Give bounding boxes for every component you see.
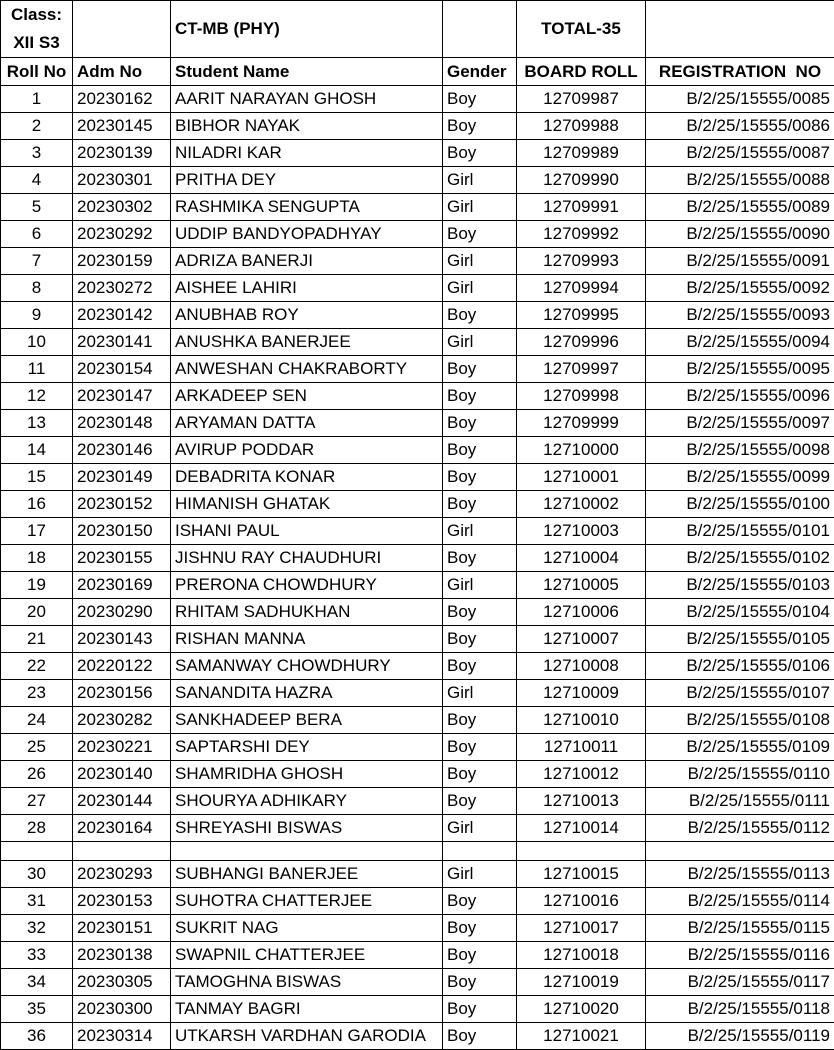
adm-no-cell: 20230221 bbox=[73, 734, 171, 761]
table-row bbox=[1, 464, 834, 491]
adm-no-cell: 20230159 bbox=[73, 248, 171, 275]
board-roll-cell: 12710001 bbox=[517, 464, 646, 491]
header-adm-no: Adm No bbox=[73, 58, 171, 86]
roll-no-cell: 11 bbox=[1, 356, 73, 383]
registration-no-cell: B/2/25/15555/0091 bbox=[646, 248, 834, 275]
student-name-cell: SHOURYA ADHIKARY bbox=[171, 788, 443, 815]
adm-no-cell: 20230139 bbox=[73, 140, 171, 167]
roll-no-cell: 3 bbox=[1, 140, 73, 167]
registration-no-cell: B/2/25/15555/0102 bbox=[646, 545, 834, 572]
board-roll-cell: 12709998 bbox=[517, 383, 646, 410]
student-name-cell: NILADRI KAR bbox=[171, 140, 443, 167]
registration-no-cell: B/2/25/15555/0090 bbox=[646, 221, 834, 248]
registration-no-cell: B/2/25/15555/0098 bbox=[646, 437, 834, 464]
roll-no-cell: 15 bbox=[1, 464, 73, 491]
adm-no-cell: 20230141 bbox=[73, 329, 171, 356]
table-row bbox=[1, 545, 834, 572]
roll-no-cell: 14 bbox=[1, 437, 73, 464]
adm-no-cell: 20230140 bbox=[73, 761, 171, 788]
board-roll-cell: 12710014 bbox=[517, 815, 646, 842]
board-roll-cell: 12709992 bbox=[517, 221, 646, 248]
gender-cell bbox=[443, 842, 517, 861]
table-row bbox=[1, 572, 834, 599]
empty-cell bbox=[646, 1, 834, 58]
table-row bbox=[1, 383, 834, 410]
board-roll-cell: 12710005 bbox=[517, 572, 646, 599]
gender-cell: Boy bbox=[443, 140, 517, 167]
gender-cell: Boy bbox=[443, 626, 517, 653]
roll-no-cell: 25 bbox=[1, 734, 73, 761]
registration-no-cell: B/2/25/15555/0097 bbox=[646, 410, 834, 437]
header-registration-no: REGISTRATION NO bbox=[646, 58, 834, 86]
roll-no-cell: 30 bbox=[1, 861, 73, 888]
roll-no-cell: 23 bbox=[1, 680, 73, 707]
board-roll-cell: 12710000 bbox=[517, 437, 646, 464]
header-roll-no: Roll No bbox=[1, 58, 73, 86]
registration-no-cell: B/2/25/15555/0112 bbox=[646, 815, 834, 842]
student-name-cell: SWAPNIL CHATTERJEE bbox=[171, 942, 443, 969]
roll-no-cell: 5 bbox=[1, 194, 73, 221]
adm-no-cell: 20230143 bbox=[73, 626, 171, 653]
gender-cell: Boy bbox=[443, 1023, 517, 1050]
board-roll-cell: 12709989 bbox=[517, 140, 646, 167]
student-name-cell bbox=[171, 842, 443, 861]
total-cell: TOTAL-35 bbox=[517, 1, 646, 58]
table-row bbox=[1, 194, 834, 221]
student-name-cell: SHREYASHI BISWAS bbox=[171, 815, 443, 842]
board-roll-cell: 12710003 bbox=[517, 518, 646, 545]
table-row bbox=[1, 599, 834, 626]
adm-no-cell: 20230152 bbox=[73, 491, 171, 518]
roll-no-cell: 20 bbox=[1, 599, 73, 626]
student-name-cell: PRERONA CHOWDHURY bbox=[171, 572, 443, 599]
table-row bbox=[1, 329, 834, 356]
table-row bbox=[1, 969, 834, 996]
board-roll-cell: 12709991 bbox=[517, 194, 646, 221]
gender-cell: Boy bbox=[443, 356, 517, 383]
registration-no-cell: B/2/25/15555/0116 bbox=[646, 942, 834, 969]
roll-no-cell: 24 bbox=[1, 707, 73, 734]
gender-cell: Boy bbox=[443, 969, 517, 996]
gender-cell: Girl bbox=[443, 861, 517, 888]
student-name-cell: SUBHANGI BANERJEE bbox=[171, 861, 443, 888]
registration-no-cell: B/2/25/15555/0104 bbox=[646, 599, 834, 626]
adm-no-cell: 20230148 bbox=[73, 410, 171, 437]
column-header-row bbox=[1, 58, 834, 86]
adm-no-cell: 20230290 bbox=[73, 599, 171, 626]
roll-no-cell: 27 bbox=[1, 788, 73, 815]
table-row bbox=[1, 86, 834, 113]
adm-no-cell: 20230282 bbox=[73, 707, 171, 734]
gender-cell: Girl bbox=[443, 680, 517, 707]
empty-cell bbox=[73, 1, 171, 58]
gender-cell: Girl bbox=[443, 248, 517, 275]
roll-no-cell: 31 bbox=[1, 888, 73, 915]
board-roll-cell: 12710020 bbox=[517, 996, 646, 1023]
table-row bbox=[1, 734, 834, 761]
adm-no-cell: 20230145 bbox=[73, 113, 171, 140]
student-name-cell: PRITHA DEY bbox=[171, 167, 443, 194]
board-roll-cell: 12710006 bbox=[517, 599, 646, 626]
registration-no-cell: B/2/25/15555/0111 bbox=[646, 788, 834, 815]
table-row bbox=[1, 888, 834, 915]
board-roll-cell: 12710015 bbox=[517, 861, 646, 888]
table-row bbox=[1, 915, 834, 942]
registration-no-cell: B/2/25/15555/0117 bbox=[646, 969, 834, 996]
table-row bbox=[1, 302, 834, 329]
registration-no-cell: B/2/25/15555/0086 bbox=[646, 113, 834, 140]
roll-no-cell: 21 bbox=[1, 626, 73, 653]
student-name-cell: SANANDITA HAZRA bbox=[171, 680, 443, 707]
roll-no-cell: 22 bbox=[1, 653, 73, 680]
table-row bbox=[1, 140, 834, 167]
student-name-cell: AVIRUP PODDAR bbox=[171, 437, 443, 464]
student-name-cell: JISHNU RAY CHAUDHURI bbox=[171, 545, 443, 572]
registration-no-cell: B/2/25/15555/0118 bbox=[646, 996, 834, 1023]
student-name-cell: ISHANI PAUL bbox=[171, 518, 443, 545]
registration-no-cell: B/2/25/15555/0113 bbox=[646, 861, 834, 888]
registration-no-cell: B/2/25/15555/0092 bbox=[646, 275, 834, 302]
registration-no-cell: B/2/25/15555/0100 bbox=[646, 491, 834, 518]
student-name-cell: SUKRIT NAG bbox=[171, 915, 443, 942]
table-row bbox=[1, 491, 834, 518]
gender-cell: Boy bbox=[443, 788, 517, 815]
roll-no-cell: 36 bbox=[1, 1023, 73, 1050]
gender-cell: Boy bbox=[443, 437, 517, 464]
board-roll-cell: 12709988 bbox=[517, 113, 646, 140]
gender-cell: Boy bbox=[443, 86, 517, 113]
adm-no-cell: 20230142 bbox=[73, 302, 171, 329]
class-value: XII S3 bbox=[13, 33, 60, 52]
roll-no-cell: 34 bbox=[1, 969, 73, 996]
table-row bbox=[1, 626, 834, 653]
student-name-cell: SAMANWAY CHOWDHURY bbox=[171, 653, 443, 680]
adm-no-cell: 20230155 bbox=[73, 545, 171, 572]
roll-no-cell: 9 bbox=[1, 302, 73, 329]
gender-cell: Girl bbox=[443, 815, 517, 842]
registration-no-cell: B/2/25/15555/0105 bbox=[646, 626, 834, 653]
board-roll-cell: 12710007 bbox=[517, 626, 646, 653]
table-row bbox=[1, 788, 834, 815]
board-roll-cell: 12710019 bbox=[517, 969, 646, 996]
student-name-cell: ADRIZA BANERJI bbox=[171, 248, 443, 275]
board-roll-cell: 12709997 bbox=[517, 356, 646, 383]
adm-no-cell: 20230164 bbox=[73, 815, 171, 842]
roll-no-cell: 13 bbox=[1, 410, 73, 437]
registration-no-cell: B/2/25/15555/0089 bbox=[646, 194, 834, 221]
student-name-cell: DEBADRITA KONAR bbox=[171, 464, 443, 491]
gender-cell: Boy bbox=[443, 707, 517, 734]
board-roll-cell: 12710013 bbox=[517, 788, 646, 815]
board-roll-cell: 12709994 bbox=[517, 275, 646, 302]
student-name-cell: AISHEE LAHIRI bbox=[171, 275, 443, 302]
subject-cell: CT-MB (PHY) bbox=[171, 1, 443, 58]
registration-no-cell: B/2/25/15555/0110 bbox=[646, 761, 834, 788]
header-gender: Gender bbox=[443, 58, 517, 86]
empty-cell bbox=[443, 1, 517, 58]
adm-no-cell: 20230314 bbox=[73, 1023, 171, 1050]
board-roll-cell: 12710009 bbox=[517, 680, 646, 707]
adm-no-cell: 20230147 bbox=[73, 383, 171, 410]
gender-cell: Boy bbox=[443, 410, 517, 437]
table-row bbox=[1, 942, 834, 969]
roll-no-cell: 28 bbox=[1, 815, 73, 842]
roll-no-cell: 6 bbox=[1, 221, 73, 248]
gender-cell: Boy bbox=[443, 599, 517, 626]
student-name-cell: ANUBHAB ROY bbox=[171, 302, 443, 329]
board-roll-cell: 12710021 bbox=[517, 1023, 646, 1050]
student-name-cell: UTKARSH VARDHAN GARODIA bbox=[171, 1023, 443, 1050]
registration-no-cell: B/2/25/15555/0087 bbox=[646, 140, 834, 167]
adm-no-cell: 20230162 bbox=[73, 86, 171, 113]
table-row bbox=[1, 248, 834, 275]
roll-no-cell: 19 bbox=[1, 572, 73, 599]
gender-cell: Boy bbox=[443, 221, 517, 248]
roll-no-cell bbox=[1, 842, 73, 861]
student-name-cell: UDDIP BANDYOPADHYAY bbox=[171, 221, 443, 248]
student-name-cell: AARIT NARAYAN GHOSH bbox=[171, 86, 443, 113]
blank-row bbox=[1, 842, 834, 861]
gender-cell: Boy bbox=[443, 761, 517, 788]
gender-cell: Boy bbox=[443, 464, 517, 491]
table-row bbox=[1, 1023, 834, 1050]
table-row bbox=[1, 275, 834, 302]
table-row bbox=[1, 437, 834, 464]
board-roll-cell: 12710004 bbox=[517, 545, 646, 572]
student-name-cell: ANWESHAN CHAKRABORTY bbox=[171, 356, 443, 383]
table-row bbox=[1, 707, 834, 734]
gender-cell: Girl bbox=[443, 518, 517, 545]
registration-no-cell: B/2/25/15555/0095 bbox=[646, 356, 834, 383]
table-row bbox=[1, 221, 834, 248]
adm-no-cell: 20230169 bbox=[73, 572, 171, 599]
student-name-cell: ANUSHKA BANERJEE bbox=[171, 329, 443, 356]
gender-cell: Boy bbox=[443, 383, 517, 410]
board-roll-cell: 12709993 bbox=[517, 248, 646, 275]
registration-no-cell: B/2/25/15555/0106 bbox=[646, 653, 834, 680]
roll-no-cell: 7 bbox=[1, 248, 73, 275]
gender-cell: Boy bbox=[443, 888, 517, 915]
roll-no-cell: 32 bbox=[1, 915, 73, 942]
adm-no-cell: 20220122 bbox=[73, 653, 171, 680]
board-roll-cell: 12709999 bbox=[517, 410, 646, 437]
registration-no-cell: B/2/25/15555/0115 bbox=[646, 915, 834, 942]
adm-no-cell: 20230150 bbox=[73, 518, 171, 545]
registration-no-cell: B/2/25/15555/0088 bbox=[646, 167, 834, 194]
roll-no-cell: 10 bbox=[1, 329, 73, 356]
roll-no-cell: 35 bbox=[1, 996, 73, 1023]
registration-no-cell: B/2/25/15555/0085 bbox=[646, 86, 834, 113]
board-roll-cell: 12709987 bbox=[517, 86, 646, 113]
board-roll-cell: 12710018 bbox=[517, 942, 646, 969]
gender-cell: Boy bbox=[443, 113, 517, 140]
adm-no-cell: 20230153 bbox=[73, 888, 171, 915]
board-roll-cell: 12710010 bbox=[517, 707, 646, 734]
registration-no-cell bbox=[646, 842, 834, 861]
gender-cell: Boy bbox=[443, 942, 517, 969]
table-row bbox=[1, 761, 834, 788]
registration-no-cell: B/2/25/15555/0107 bbox=[646, 680, 834, 707]
header-student-name: Student Name bbox=[171, 58, 443, 86]
class-label: Class: bbox=[10, 5, 63, 24]
gender-cell: Boy bbox=[443, 302, 517, 329]
adm-no-cell: 20230301 bbox=[73, 167, 171, 194]
board-roll-cell: 12709995 bbox=[517, 302, 646, 329]
roll-no-cell: 16 bbox=[1, 491, 73, 518]
student-name-cell: ARKADEEP SEN bbox=[171, 383, 443, 410]
roll-no-cell: 17 bbox=[1, 518, 73, 545]
roll-no-cell: 4 bbox=[1, 167, 73, 194]
registration-no-cell: B/2/25/15555/0119 bbox=[646, 1023, 834, 1050]
adm-no-cell: 20230154 bbox=[73, 356, 171, 383]
gender-cell: Boy bbox=[443, 653, 517, 680]
adm-no-cell bbox=[73, 842, 171, 861]
registration-no-cell: B/2/25/15555/0108 bbox=[646, 707, 834, 734]
adm-no-cell: 20230302 bbox=[73, 194, 171, 221]
adm-no-cell: 20230138 bbox=[73, 942, 171, 969]
adm-no-cell: 20230146 bbox=[73, 437, 171, 464]
registration-no-cell: B/2/25/15555/0096 bbox=[646, 383, 834, 410]
adm-no-cell: 20230305 bbox=[73, 969, 171, 996]
student-name-cell: RISHAN MANNA bbox=[171, 626, 443, 653]
board-roll-cell: 12710002 bbox=[517, 491, 646, 518]
roll-no-cell: 8 bbox=[1, 275, 73, 302]
gender-cell: Girl bbox=[443, 275, 517, 302]
student-name-cell: RASHMIKA SENGUPTA bbox=[171, 194, 443, 221]
student-name-cell: SAPTARSHI DEY bbox=[171, 734, 443, 761]
roll-no-cell: 33 bbox=[1, 942, 73, 969]
adm-no-cell: 20230144 bbox=[73, 788, 171, 815]
registration-no-cell: B/2/25/15555/0093 bbox=[646, 302, 834, 329]
board-roll-cell: 12709990 bbox=[517, 167, 646, 194]
adm-no-cell: 20230151 bbox=[73, 915, 171, 942]
gender-cell: Boy bbox=[443, 545, 517, 572]
student-name-cell: ARYAMAN DATTA bbox=[171, 410, 443, 437]
adm-no-cell: 20230292 bbox=[73, 221, 171, 248]
roll-no-cell: 12 bbox=[1, 383, 73, 410]
student-name-cell: HIMANISH GHATAK bbox=[171, 491, 443, 518]
gender-cell: Girl bbox=[443, 572, 517, 599]
student-name-cell: SUHOTRA CHATTERJEE bbox=[171, 888, 443, 915]
table-row bbox=[1, 815, 834, 842]
header-board-roll: BOARD ROLL bbox=[517, 58, 646, 86]
table-row bbox=[1, 861, 834, 888]
gender-cell: Girl bbox=[443, 167, 517, 194]
registration-no-cell: B/2/25/15555/0101 bbox=[646, 518, 834, 545]
table-row bbox=[1, 410, 834, 437]
gender-cell: Girl bbox=[443, 329, 517, 356]
class-cell bbox=[1, 1, 73, 58]
adm-no-cell: 20230293 bbox=[73, 861, 171, 888]
board-roll-cell bbox=[517, 842, 646, 861]
registration-no-cell: B/2/25/15555/0094 bbox=[646, 329, 834, 356]
student-name-cell: BIBHOR NAYAK bbox=[171, 113, 443, 140]
gender-cell: Boy bbox=[443, 734, 517, 761]
board-roll-cell: 12710011 bbox=[517, 734, 646, 761]
board-roll-cell: 12709996 bbox=[517, 329, 646, 356]
table-row bbox=[1, 996, 834, 1023]
student-name-cell: SHAMRIDHA GHOSH bbox=[171, 761, 443, 788]
table-row bbox=[1, 356, 834, 383]
roll-no-cell: 26 bbox=[1, 761, 73, 788]
table-row bbox=[1, 113, 834, 140]
gender-cell: Boy bbox=[443, 996, 517, 1023]
table-row bbox=[1, 653, 834, 680]
gender-cell: Boy bbox=[443, 491, 517, 518]
board-roll-cell: 12710016 bbox=[517, 888, 646, 915]
student-name-cell: SANKHADEEP BERA bbox=[171, 707, 443, 734]
board-roll-cell: 12710008 bbox=[517, 653, 646, 680]
registration-no-cell: B/2/25/15555/0114 bbox=[646, 888, 834, 915]
registration-no-cell: B/2/25/15555/0099 bbox=[646, 464, 834, 491]
roll-no-cell: 18 bbox=[1, 545, 73, 572]
board-roll-cell: 12710017 bbox=[517, 915, 646, 942]
gender-cell: Girl bbox=[443, 194, 517, 221]
table-row bbox=[1, 167, 834, 194]
student-name-cell: TAMOGHNA BISWAS bbox=[171, 969, 443, 996]
registration-no-cell: B/2/25/15555/0103 bbox=[646, 572, 834, 599]
adm-no-cell: 20230156 bbox=[73, 680, 171, 707]
adm-no-cell: 20230300 bbox=[73, 996, 171, 1023]
roll-no-cell: 1 bbox=[1, 86, 73, 113]
table-row bbox=[1, 680, 834, 707]
roll-no-cell: 2 bbox=[1, 113, 73, 140]
adm-no-cell: 20230149 bbox=[73, 464, 171, 491]
gender-cell: Boy bbox=[443, 915, 517, 942]
student-name-cell: TANMAY BAGRI bbox=[171, 996, 443, 1023]
student-name-cell: RHITAM SADHUKHAN bbox=[171, 599, 443, 626]
registration-no-cell: B/2/25/15555/0109 bbox=[646, 734, 834, 761]
board-roll-cell: 12710012 bbox=[517, 761, 646, 788]
table-row bbox=[1, 518, 834, 545]
adm-no-cell: 20230272 bbox=[73, 275, 171, 302]
